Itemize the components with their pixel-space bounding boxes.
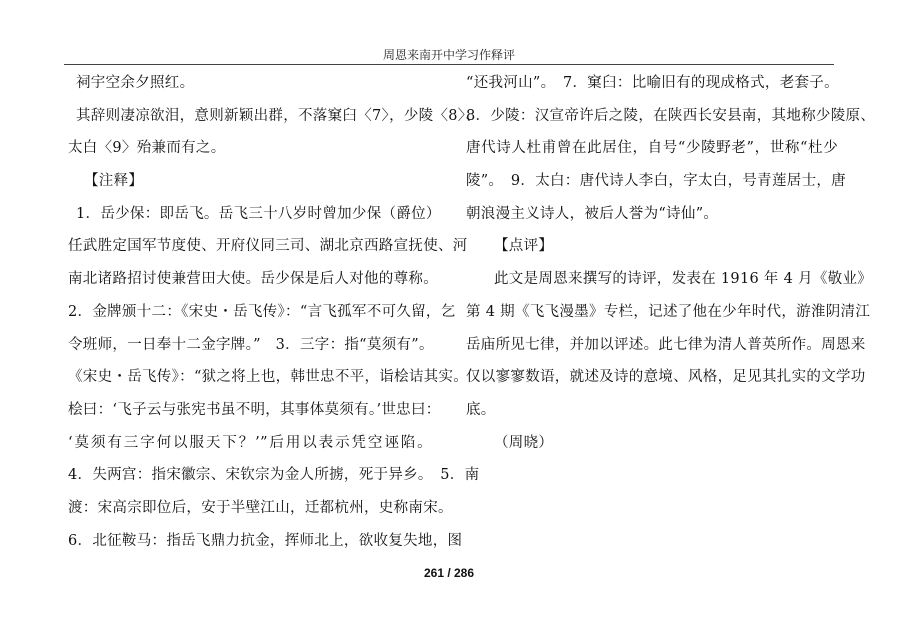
right-line-7: 此文是周恩来撰写的诗评，发表在 1916 年 4 月《敬业》 <box>494 271 873 288</box>
right-line-2: 8．少陵：汉宣帝许后之陵，在陕西长安县南，其地称少陵原、 <box>466 107 876 124</box>
author-credit: （周晓） <box>494 434 554 451</box>
header-rule <box>64 64 834 65</box>
right-line-4: 陵”。 9．太白：唐代诗人李白，字太白，号青莲居士，唐 <box>466 173 846 190</box>
left-line-5: 1．岳少保：即岳飞。岳飞三十八岁时曾加少保（爵位） <box>76 205 441 222</box>
left-column <box>68 67 481 557</box>
left-line-12: ‘莫须有三字何以服天下？’”后用以表示凭空诬陷。 <box>68 434 432 451</box>
left-line-9: 令班师，一日奉十二金字牌。” 3．三字：指“莫须有”。 <box>68 336 434 353</box>
right-line-8: 第 4 期《飞飞漫墨》专栏，记述了他在少年时代，游淮阴清江 <box>466 303 871 320</box>
right-line-5: 朝浪漫主义诗人，被后人誉为“诗仙”。 <box>466 205 719 222</box>
left-line-3: 太白〈9〉殆兼而有之。 <box>68 140 226 157</box>
running-header: 周恩来南开中学习作释评 <box>382 48 515 62</box>
section-heading-commentary: 【点评】 <box>494 238 554 255</box>
right-line-9: 岳庙所见七律，并加以评述。此七律为清人普英所作。周恩来 <box>466 336 866 353</box>
right-line-10: 仅以寥寥数语，就述及诗的意境、风格，足见其扎实的文学功 <box>466 369 866 386</box>
left-line-13: 4．失两宫：指宋徽宗、宋钦宗为金人所掳，死于异乡。 5．南 <box>68 467 480 484</box>
page-number: 261 / 286 <box>423 566 475 580</box>
left-line-7: 南北诸路招讨使兼营田大使。岳少保是后人对他的尊称。 <box>68 271 438 288</box>
left-line-10: 《宋史・岳飞传》：“狱之将上也，韩世忠不平，诣桧诘其实。 <box>68 369 469 386</box>
right-line-1: “还我河山”。 7．窠臼：比喻旧有的现成格式，老套子。 <box>466 75 839 91</box>
left-line-14: 渡：宋高宗即位后，安于半壁江山，迁都杭州，史称南宋。 <box>68 499 453 516</box>
right-line-11: 底。 <box>466 401 496 418</box>
left-line-11: 桧曰：‘飞子云与张宪书虽不明，其事体莫须有。’世忠曰： <box>68 401 441 418</box>
left-line-8: 2．金牌颁十二：《宋史・岳飞传》：“言飞孤军不可久留，乞 <box>68 303 456 320</box>
left-line-6: 任武胜定国军节度使、开府仪同三司、湖北京西路宣抚使、河 <box>68 238 468 255</box>
left-line-2: 其辞则凄凉欲泪，意则新颖出群，不落窠臼〈7〉，少陵〈8〉、 <box>76 107 481 124</box>
left-line-15: 6．北征鞍马：指岳飞鼎力抗金，挥师北上，欲收复失地，图 <box>68 532 463 549</box>
left-line-1: 祠宇空余夕照红。 <box>76 75 195 91</box>
section-heading-notes: 【注释】 <box>84 173 144 190</box>
right-column <box>466 67 876 459</box>
right-line-3: 唐代诗人杜甫曾在此居住，自号“少陵野老”，世称“杜少 <box>466 140 838 157</box>
